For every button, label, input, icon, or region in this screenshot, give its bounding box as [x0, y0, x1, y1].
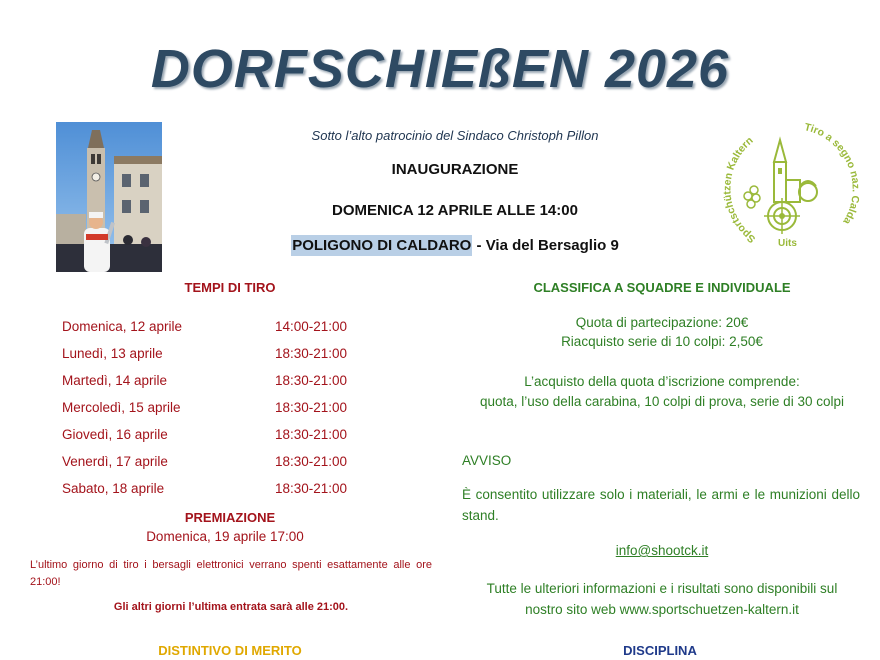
logo-bottom-text: Uits [778, 238, 797, 249]
info-line-1: Tutte le ulteriori informazioni e i risultati sono disponibili sul [486, 581, 838, 596]
schedule-time: 14:00-21:00 [275, 319, 348, 334]
schedule-time: 18:30-21:00 [275, 346, 348, 361]
merit-heading: DISTINTIVO DI MERITO [158, 643, 302, 658]
info-line-2: nostro sito web www.sportschuetzen-kaltern.it [525, 602, 799, 617]
schedule-day: Martedì, 14 aprile [62, 373, 168, 388]
schedule-time: 18:30-21:00 [275, 427, 348, 442]
schedule-row [62, 481, 362, 501]
awards-date: Domenica, 19 aprile 17:00 [146, 529, 304, 544]
contact-email-link[interactable]: info@shootck.it [615, 543, 709, 558]
participation-fee: Quota di partecipazione: 20€ [575, 315, 749, 330]
discipline-heading: DISCIPLINA [623, 643, 697, 658]
awards-heading: PREMIAZIONE [184, 510, 276, 525]
schedule-day: Domenica, 12 aprile [62, 319, 183, 334]
schedule-row [62, 427, 362, 447]
venue-line [230, 237, 680, 254]
venue-address: - Via del Bersaglio 9 [472, 237, 619, 254]
schedule-time: 18:30-21:00 [275, 400, 348, 415]
notice-heading: AVVISO [462, 453, 512, 468]
event-photo [56, 122, 162, 272]
schedule-time: 18:30-21:00 [275, 481, 348, 496]
page-title: DORFSCHIEßEN 2026 [150, 39, 730, 99]
last-entry-note: Gli altri giorni l’ultima entrata sarà alle 21:00. [113, 601, 349, 613]
schedule-row [62, 373, 362, 393]
schedule-day: Venerdì, 17 aprile [62, 454, 168, 469]
schedule-day: Sabato, 18 aprile [62, 481, 165, 496]
schedule-row [62, 400, 362, 420]
logo-ring-right: Tiro a segno naz. Calda [803, 121, 862, 227]
club-logo [716, 120, 864, 260]
patronage-line: Sotto l’alto patrocinio del Sindaco Christoph Pillon [311, 128, 599, 143]
schedule-time: 18:30-21:00 [275, 454, 348, 469]
schedule-row [62, 346, 362, 366]
inauguration-heading: INAUGURAZIONE [391, 161, 519, 178]
inauguration-date: DOMENICA 12 APRILE ALLE 14:00 [332, 202, 578, 219]
fee-includes-intro: L’acquisto della quota d’iscrizione comprende: [524, 374, 800, 389]
shooting-note: L’ultimo giorno di tiro i bersagli elettronici verrano spenti esattamente alle ore 21:00! [30, 559, 432, 588]
schedule-row [62, 454, 362, 474]
venue-name: POLIGONO DI CALDARO [292, 237, 472, 254]
ranking-heading: CLASSIFICA A SQUADRE E INDIVIDUALE [533, 280, 791, 295]
schedule-day: Mercoledì, 15 aprile [62, 400, 181, 415]
notice-text: È consentito utilizzare solo i materiali, le armi e le munizioni dello stand. [462, 487, 860, 523]
schedule-heading: TEMPI DI TIRO [184, 280, 276, 295]
schedule-time: 18:30-21:00 [275, 373, 348, 388]
fee-includes-list: quota, l’uso della carabina, 10 colpi di prova, serie di 30 colpi [480, 394, 844, 409]
logo-ring-left: Sportschützen Kaltern [721, 134, 758, 246]
schedule-day: Giovedì, 16 aprile [62, 427, 168, 442]
info-text [460, 578, 864, 620]
schedule-row [62, 319, 362, 339]
rebuy-fee: Riacquisto serie di 10 colpi: 2,50€ [561, 334, 763, 349]
schedule-day: Lunedì, 13 aprile [62, 346, 163, 361]
